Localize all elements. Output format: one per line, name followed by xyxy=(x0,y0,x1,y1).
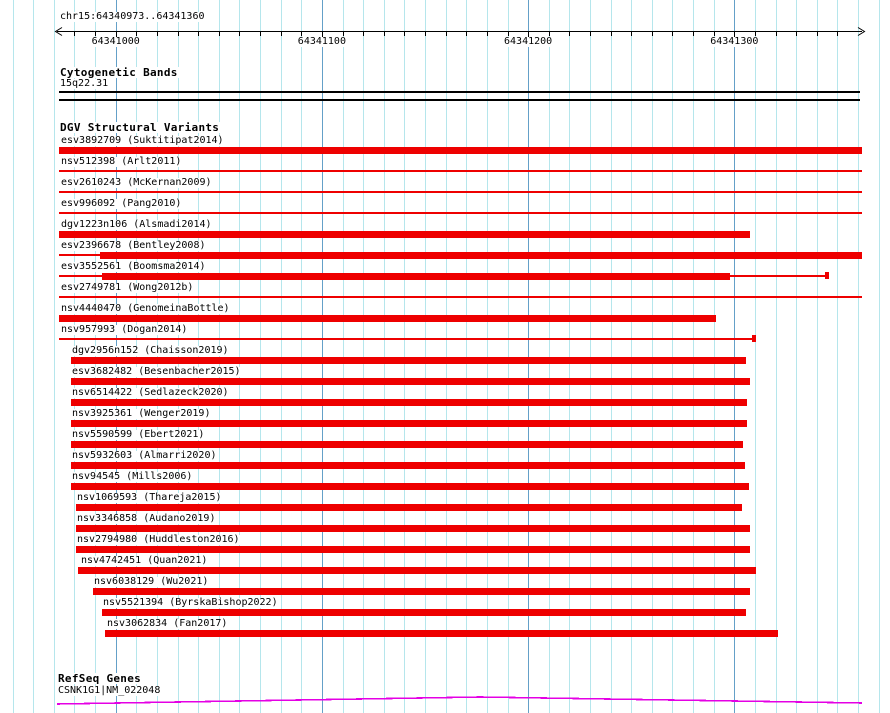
variant-row xyxy=(0,514,890,535)
variant-label[interactable]: nsv3925361 (Wenger2019) xyxy=(72,408,211,419)
axis-arrow-right-icon xyxy=(856,27,866,36)
track-title-cytogenetic: Cytogenetic Bands xyxy=(60,66,178,79)
variant-bar-thick[interactable] xyxy=(59,147,862,154)
variant-row xyxy=(0,199,890,220)
region-coordinates-label: chr15:64340973..64341360 xyxy=(60,11,205,22)
variant-label[interactable]: nsv1069593 (Thareja2015) xyxy=(77,492,222,503)
variant-label[interactable]: nsv5932603 (Almarri2020) xyxy=(72,450,217,461)
variant-row xyxy=(0,451,890,472)
ruler-minor-tick xyxy=(239,32,240,36)
variant-bar-thick[interactable] xyxy=(102,273,730,280)
variant-bar-thin[interactable] xyxy=(59,254,100,256)
variant-bar-thick[interactable] xyxy=(71,462,745,469)
variant-bar-thin[interactable] xyxy=(59,275,102,277)
ruler-minor-tick xyxy=(281,32,282,36)
variant-label[interactable]: dgv2956n152 (Chaisson2019) xyxy=(72,345,229,356)
variant-label[interactable]: dgv1223n106 (Alsmadi2014) xyxy=(61,219,212,230)
variant-row xyxy=(0,283,890,304)
variant-bar-thin[interactable] xyxy=(59,170,862,172)
variant-label[interactable]: nsv3062834 (Fan2017) xyxy=(107,618,228,629)
ruler-minor-tick xyxy=(611,32,612,36)
variant-bar-thick[interactable] xyxy=(71,378,750,385)
ruler-minor-tick xyxy=(74,32,75,36)
variant-bar-thick[interactable] xyxy=(71,399,747,406)
variant-bar-thick[interactable] xyxy=(76,546,750,553)
variant-label[interactable]: nsv4742451 (Quan2021) xyxy=(81,555,208,566)
variant-label[interactable]: nsv512398 (Arlt2011) xyxy=(61,156,182,167)
ruler-tick-label: 64341300 xyxy=(710,36,759,47)
variant-row xyxy=(0,220,890,241)
variant-row xyxy=(0,157,890,178)
track-title-refseq: RefSeq Genes xyxy=(58,672,142,685)
variant-label[interactable]: nsv5590599 (Ebert2021) xyxy=(72,429,205,440)
variant-row xyxy=(0,430,890,451)
variant-row xyxy=(0,367,890,388)
variant-label[interactable]: nsv94545 (Mills2006) xyxy=(72,471,193,482)
variant-row xyxy=(0,136,890,157)
ruler-minor-tick xyxy=(796,32,797,36)
variant-row xyxy=(0,241,890,262)
variant-row xyxy=(0,598,890,619)
variant-bar-thick[interactable] xyxy=(71,441,743,448)
variant-label[interactable]: esv996092 (Pang2010) xyxy=(61,198,182,209)
variant-bar-thick[interactable] xyxy=(105,630,778,637)
ruler-minor-tick xyxy=(569,32,570,36)
ruler-minor-tick xyxy=(466,32,467,36)
variant-row xyxy=(0,262,890,283)
refseq-gene-label[interactable]: CSNK1G1|NM_022048 xyxy=(58,685,161,696)
variant-row xyxy=(0,388,890,409)
variant-bar-thick[interactable] xyxy=(59,315,716,322)
track-title-dgv: DGV Structural Variants xyxy=(60,121,220,134)
ruler-minor-tick xyxy=(363,32,364,36)
ruler-minor-tick xyxy=(198,32,199,36)
ruler-minor-tick xyxy=(590,32,591,36)
cytogenetic-band-label: 15q22.31 xyxy=(60,78,109,89)
cytogenetic-band-top-edge xyxy=(59,91,860,93)
ruler-minor-tick xyxy=(487,32,488,36)
variant-bar-thick[interactable] xyxy=(76,525,750,532)
ruler-minor-tick xyxy=(631,32,632,36)
variant-row xyxy=(0,556,890,577)
variant-row xyxy=(0,577,890,598)
ruler-minor-tick xyxy=(219,32,220,36)
ruler-minor-tick xyxy=(652,32,653,36)
variant-bar-thick[interactable] xyxy=(71,357,746,364)
variant-label[interactable]: nsv957993 (Dogan2014) xyxy=(61,324,188,335)
variant-label[interactable]: esv3682482 (Besenbacher2015) xyxy=(72,366,241,377)
variant-label[interactable]: esv2396678 (Bentley2008) xyxy=(61,240,206,251)
variant-row xyxy=(0,619,890,640)
variant-row xyxy=(0,304,890,325)
variant-label[interactable]: esv2610243 (McKernan2009) xyxy=(61,177,212,188)
variant-label[interactable]: nsv6514422 (Sedlazeck2020) xyxy=(72,387,229,398)
ruler-minor-tick xyxy=(178,32,179,36)
ruler-minor-tick xyxy=(446,32,447,36)
variant-bar-thin[interactable] xyxy=(59,338,752,340)
ruler-minor-tick xyxy=(837,32,838,36)
ruler-minor-tick xyxy=(404,32,405,36)
variant-bar-thick[interactable] xyxy=(71,420,747,427)
variant-bar-thick[interactable] xyxy=(102,609,746,616)
variant-bar-thick[interactable] xyxy=(59,231,750,238)
ruler-minor-tick xyxy=(672,32,673,36)
ruler-minor-tick xyxy=(260,32,261,36)
ruler-minor-tick xyxy=(693,32,694,36)
variant-row xyxy=(0,472,890,493)
variant-row xyxy=(0,409,890,430)
variant-label[interactable]: nsv6038129 (Wu2021) xyxy=(94,576,209,587)
ruler-minor-tick xyxy=(425,32,426,36)
variant-bar-thin[interactable] xyxy=(59,296,862,298)
ruler-tick-label: 64341000 xyxy=(91,36,140,47)
ruler-tick-label: 64341100 xyxy=(297,36,346,47)
variant-label[interactable]: nsv4440470 (GenomeinaBottle) xyxy=(61,303,230,314)
variant-end-tick[interactable] xyxy=(752,335,756,342)
gene-intron-line[interactable] xyxy=(57,697,862,704)
ruler-minor-tick xyxy=(384,32,385,36)
variant-bar-thick[interactable] xyxy=(76,504,742,511)
ruler-tick-label: 64341200 xyxy=(504,36,553,47)
variant-bar-thick[interactable] xyxy=(100,252,862,259)
ruler-minor-tick xyxy=(817,32,818,36)
variant-bar-thin[interactable] xyxy=(59,212,862,214)
refseq-gene-model[interactable] xyxy=(0,690,890,713)
axis-arrow-left-icon xyxy=(54,27,64,36)
cytogenetic-band-bottom-edge xyxy=(59,99,860,101)
variant-bar-thin[interactable] xyxy=(59,191,862,193)
variant-label[interactable]: esv3892709 (Suktitipat2014) xyxy=(61,135,224,146)
variant-row xyxy=(0,493,890,514)
variant-label[interactable]: esv3552561 (Boomsma2014) xyxy=(61,261,206,272)
variant-label[interactable]: nsv2794980 (Huddleston2016) xyxy=(77,534,240,545)
variant-bar-thick[interactable] xyxy=(93,588,750,595)
variant-label[interactable]: esv2749781 (Wong2012b) xyxy=(61,282,194,293)
variant-label[interactable]: nsv5521394 (ByrskaBishop2022) xyxy=(103,597,278,608)
ruler-minor-tick xyxy=(776,32,777,36)
variant-row xyxy=(0,535,890,556)
variant-bar-thick[interactable] xyxy=(71,483,749,490)
variant-bar-thick[interactable] xyxy=(78,567,756,574)
variant-row xyxy=(0,178,890,199)
variant-bar-thin[interactable] xyxy=(730,275,825,277)
variant-label[interactable]: nsv3346858 (Audano2019) xyxy=(77,513,216,524)
variant-row xyxy=(0,325,890,346)
variant-row xyxy=(0,346,890,367)
variant-end-tick[interactable] xyxy=(825,272,829,279)
ruler-minor-tick xyxy=(157,32,158,36)
